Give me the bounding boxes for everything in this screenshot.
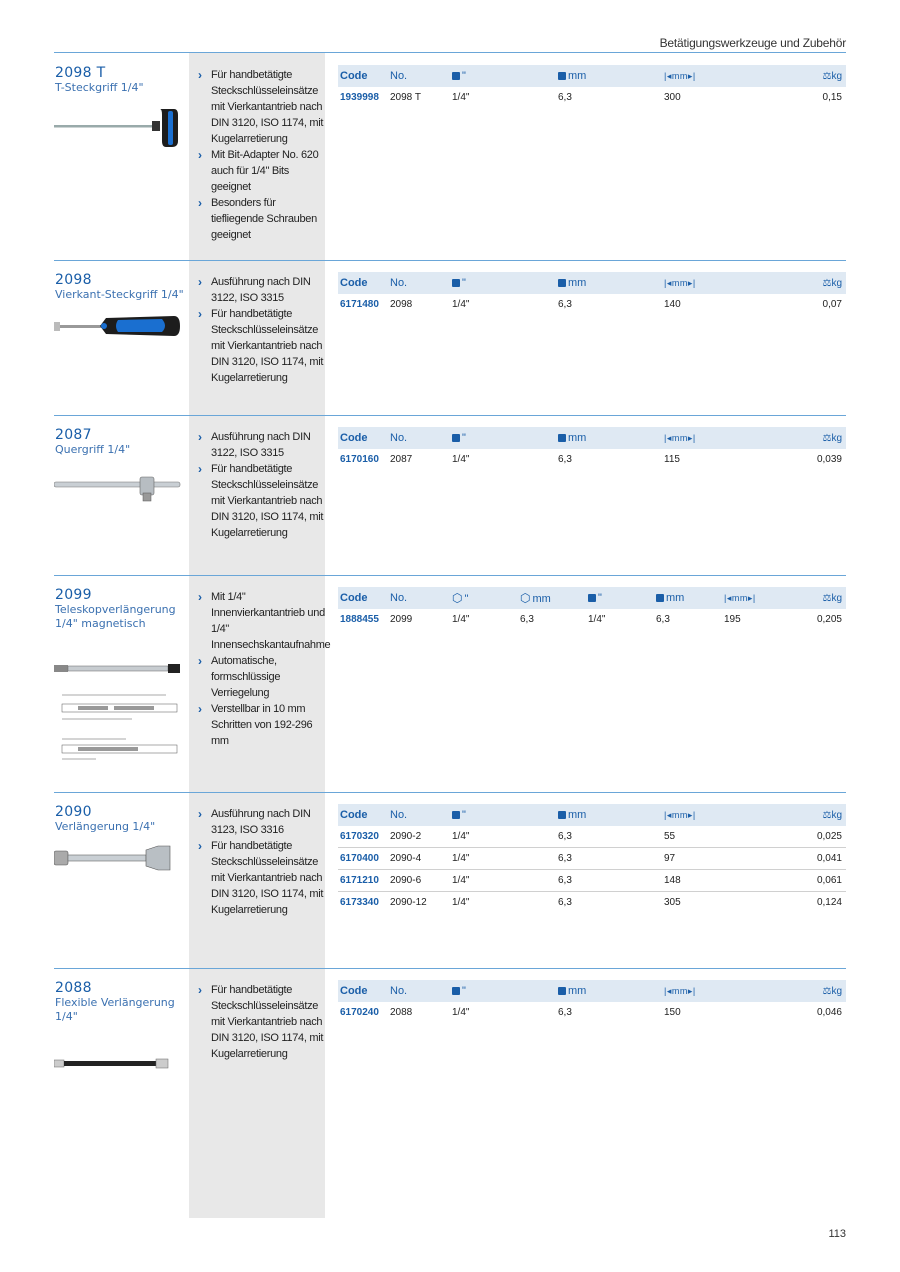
chevron-right-icon: › <box>198 307 202 321</box>
chevron-right-icon: › <box>198 68 202 82</box>
weight-icon: ⚖ <box>822 810 832 821</box>
product-title: 2088 <box>55 980 92 996</box>
feature-item: › Ausführung nach DIN 3123, ISO 3316 <box>198 807 311 836</box>
column-drive-mm-header: mm <box>654 587 722 609</box>
product-spec-table <box>338 65 846 108</box>
table-cell: 6,3 <box>556 826 662 848</box>
product-code: 6170160 <box>340 454 379 465</box>
table-cell: 305 <box>664 897 681 908</box>
column-drive-mm-header: mm <box>556 272 662 294</box>
hex-socket-icon: ⬡ <box>452 591 463 605</box>
table-row <box>338 1002 846 1023</box>
product-spec-table <box>338 427 846 470</box>
chevron-right-icon: › <box>198 983 202 997</box>
product-section <box>54 53 846 260</box>
column-code-header: Code <box>338 65 388 87</box>
column-no-header: No. <box>388 65 450 87</box>
table-header-row <box>338 272 846 294</box>
table-cell: 0,15 <box>822 92 842 103</box>
column-length-header: |◂mm▸| <box>662 980 768 1002</box>
section-divider <box>54 575 846 576</box>
product-code: 1888455 <box>340 614 379 625</box>
product-illustration <box>54 103 184 158</box>
feature-list <box>198 589 331 749</box>
product-spec-table <box>338 804 846 913</box>
feature-list <box>198 429 326 541</box>
table-row <box>338 449 846 470</box>
product-code: 6170320 <box>338 826 388 848</box>
product-title: 2087 <box>55 427 92 443</box>
column-weight-header: ⚖kg <box>768 427 846 449</box>
chevron-right-icon: › <box>198 275 202 289</box>
product-section <box>54 968 846 1218</box>
product-title: 2098 <box>55 272 92 288</box>
table-cell: 0,041 <box>768 848 846 870</box>
table-cell: 6,3 <box>558 92 572 103</box>
product-number: 2090-4 <box>388 848 450 870</box>
length-icon: |◂ <box>664 278 672 288</box>
page-number: 113 <box>828 1228 846 1240</box>
square-drive-icon <box>558 72 566 80</box>
column-drive-inch-header: " <box>450 272 556 294</box>
table-cell: 195 <box>724 614 741 625</box>
column-no-header: No. <box>388 427 450 449</box>
column-code-header: Code <box>338 427 388 449</box>
table-header-row <box>338 65 846 87</box>
column-length-header: |◂mm▸| <box>722 587 790 609</box>
column-no-header: No. <box>388 272 450 294</box>
column-code-header: Code <box>338 980 388 1002</box>
square-drive-icon <box>588 594 596 602</box>
table-cell: 0,124 <box>816 897 842 908</box>
length-icon: |◂ <box>664 433 672 443</box>
chevron-right-icon: › <box>198 430 202 444</box>
square-drive-icon <box>452 987 460 995</box>
chevron-right-icon: › <box>198 702 202 716</box>
table-cell: 1/4" <box>450 870 556 892</box>
table-cell: 6,3 <box>558 897 572 908</box>
column-drive-inch-header: " <box>450 980 556 1002</box>
product-illustration <box>54 308 184 353</box>
square-drive-icon <box>452 811 460 819</box>
product-number: 2090-12 <box>390 897 427 908</box>
section-divider <box>54 792 846 793</box>
feature-item: › Für handbetätigte Steckschlüsseleinsätze mit Vierkantantrieb nach DIN 3120, ISO 1174, mit Kugelarretierung <box>198 462 324 539</box>
product-illustration <box>54 659 184 784</box>
column-length-header: |◂mm▸| <box>662 804 768 826</box>
square-drive-icon <box>558 279 566 287</box>
column-weight-header: ⚖kg <box>768 804 846 826</box>
square-drive-icon <box>656 594 664 602</box>
product-number: 2099 <box>390 614 413 625</box>
column-drive-inch-header: ⬡ " <box>450 587 518 609</box>
product-number: 2088 <box>390 1007 413 1018</box>
column-weight-header: ⚖kg <box>768 980 846 1002</box>
table-cell: 1/4" <box>452 1007 470 1018</box>
table-row <box>338 826 846 848</box>
product-subtitle: Vierkant-Steckgriff 1/4" <box>55 288 184 301</box>
product-subtitle: Quergriff 1/4" <box>55 443 131 456</box>
column-length-header: |◂mm▸| <box>662 65 768 87</box>
table-cell: 0,07 <box>822 299 842 310</box>
table-row <box>338 609 846 630</box>
feature-list <box>198 806 326 918</box>
product-illustration <box>54 1048 184 1083</box>
feature-item: › Ausführung nach DIN 3122, ISO 3315 <box>198 430 311 459</box>
table-cell: 0,205 <box>816 614 842 625</box>
feature-list <box>198 982 326 1062</box>
square-drive-icon <box>452 434 460 442</box>
length-icon: |◂ <box>724 593 732 603</box>
feature-item: › Für handbetätigte Steckschlüsseleinsätze mit Vierkantantrieb nach DIN 3120, ISO 1174, mit Kugelarretierung <box>198 983 324 1060</box>
product-section <box>54 260 846 415</box>
product-section <box>54 792 846 968</box>
product-section <box>54 415 846 575</box>
product-code: 6170240 <box>340 1007 379 1018</box>
table-cell: 0,039 <box>816 454 842 465</box>
column-drive-mm-header: mm <box>556 804 662 826</box>
square-drive-icon <box>558 434 566 442</box>
table-cell: 6,3 <box>558 1007 572 1018</box>
table-row <box>338 294 846 315</box>
table-cell: 6,3 <box>558 299 572 310</box>
product-subtitle: Teleskopverlängerung 1/4" magnetisch <box>55 603 176 630</box>
product-code: 6171480 <box>340 299 379 310</box>
product-number: 2090-6 <box>388 870 450 892</box>
table-header-row <box>338 587 846 609</box>
table-header-row <box>338 980 846 1002</box>
product-illustration <box>54 838 184 883</box>
feature-item: › Für handbetätigte Steckschlüsseleinsätze mit Vierkantantrieb nach DIN 3120, ISO 1174, mit Kugelarretierung <box>198 307 324 384</box>
feature-item: › Verstellbar in 10 mm Schritten von 192-296 mm <box>198 702 313 747</box>
column-code-header: Code <box>338 804 388 826</box>
table-cell: 140 <box>664 299 681 310</box>
feature-item: › Für handbetätigte Steckschlüsseleinsätze mit Vierkantantrieb nach DIN 3120, ISO 1174, mit Kugelarretierung <box>198 68 324 145</box>
chevron-right-icon: › <box>198 839 202 853</box>
feature-item: › Mit 1/4" Innenvierkantantrieb und 1/4" Innensechskantaufnahme <box>198 590 331 651</box>
column-drive-mm-header: mm <box>556 65 662 87</box>
table-cell: 1/4" <box>450 826 556 848</box>
table-cell: 1/4" <box>452 897 470 908</box>
feature-list <box>198 67 326 243</box>
square-drive-icon <box>558 811 566 819</box>
table-cell: 1/4" <box>588 614 606 625</box>
column-drive-mm-header: mm <box>556 427 662 449</box>
weight-icon: ⚖ <box>822 593 832 604</box>
chevron-right-icon: › <box>198 148 202 162</box>
column-length-header: |◂mm▸| <box>662 272 768 294</box>
table-cell: 115 <box>664 454 680 465</box>
chevron-right-icon: › <box>198 196 202 210</box>
section-divider <box>54 260 846 261</box>
column-drive-inch-header: " <box>450 427 556 449</box>
column-weight-header: ⚖kg <box>768 272 846 294</box>
weight-icon: ⚖ <box>822 433 832 444</box>
table-cell: 1/4" <box>452 92 470 103</box>
column-weight-header: ⚖kg <box>790 587 846 609</box>
table-row <box>338 87 846 108</box>
feature-item: › Für handbetätigte Steckschlüsseleinsätze mit Vierkantantrieb nach DIN 3120, ISO 1174, mit Kugelarretierung <box>198 839 324 916</box>
section-divider <box>54 415 846 416</box>
square-drive-icon <box>452 279 460 287</box>
product-illustration <box>54 465 184 510</box>
feature-list <box>198 274 326 386</box>
column-drive-inch-header: " <box>450 804 556 826</box>
product-spec-table <box>338 587 846 630</box>
product-title: 2098 T <box>55 65 106 81</box>
column-code-header: Code <box>338 272 388 294</box>
product-section <box>54 575 846 792</box>
chevron-right-icon: › <box>198 462 202 476</box>
table-cell: 6,3 <box>556 870 662 892</box>
product-code: 6173340 <box>340 897 379 908</box>
chevron-right-icon: › <box>198 590 202 604</box>
hex-socket-icon: ⬡ <box>520 591 531 605</box>
product-number: 2098 T <box>390 92 421 103</box>
column-drive-inch-header: " <box>450 65 556 87</box>
length-icon: |◂ <box>664 810 672 820</box>
product-title: 2099 <box>55 587 92 603</box>
weight-icon: ⚖ <box>822 986 832 997</box>
column-drive-mm-header: mm <box>556 980 662 1002</box>
table-row <box>338 870 846 892</box>
feature-item: › Automatische, formschlüssige Verriegelung <box>198 654 281 699</box>
table-row <box>338 892 846 914</box>
table-cell: 55 <box>662 826 768 848</box>
section-divider <box>54 968 846 969</box>
table-cell: 148 <box>662 870 768 892</box>
table-cell: 0,061 <box>768 870 846 892</box>
product-number: 2090-2 <box>388 826 450 848</box>
chevron-right-icon: › <box>198 654 202 668</box>
feature-item: › Mit Bit-Adapter No. 620 auch für 1/4" Bits geeignet <box>198 148 319 193</box>
table-cell: 6,3 <box>558 454 572 465</box>
product-code: 6170400 <box>338 848 388 870</box>
column-drive-inch-header: " <box>586 587 654 609</box>
column-weight-header: ⚖kg <box>768 65 846 87</box>
product-spec-table <box>338 980 846 1023</box>
table-cell: 6,3 <box>556 848 662 870</box>
column-drive-mm-header: ⬡ mm <box>518 587 586 609</box>
chevron-right-icon: › <box>198 807 202 821</box>
product-number: 2087 <box>390 454 413 465</box>
feature-item: › Ausführung nach DIN 3122, ISO 3315 <box>198 275 311 304</box>
table-header-row <box>338 804 846 826</box>
weight-icon: ⚖ <box>822 278 832 289</box>
page-category-title: Betätigungswerkzeuge und Zubehör <box>659 36 846 50</box>
table-cell: 300 <box>664 92 681 103</box>
table-cell: 0,025 <box>768 826 846 848</box>
table-row <box>338 848 846 870</box>
table-header-row <box>338 427 846 449</box>
column-code-header: Code <box>338 587 388 609</box>
feature-item: › Besonders für tiefliegende Schrauben geeignet <box>198 196 317 241</box>
table-cell: 1/4" <box>452 614 470 625</box>
product-code: 1939998 <box>340 92 379 103</box>
table-cell: 1/4" <box>452 454 470 465</box>
product-title: 2090 <box>55 804 92 820</box>
table-cell: 1/4" <box>450 848 556 870</box>
table-cell: 1/4" <box>452 299 470 310</box>
column-length-header: |◂mm▸| <box>662 427 768 449</box>
length-icon: |◂ <box>664 71 672 81</box>
square-drive-icon <box>558 987 566 995</box>
product-subtitle: T-Steckgriff 1/4" <box>55 81 144 94</box>
product-code: 6171210 <box>338 870 388 892</box>
table-cell: 6,3 <box>520 614 534 625</box>
product-subtitle: Verlängerung 1/4" <box>55 820 156 833</box>
product-subtitle: Flexible Verlängerung 1/4" <box>55 996 175 1023</box>
length-icon: |◂ <box>664 986 672 996</box>
table-cell: 0,046 <box>816 1007 842 1018</box>
table-cell: 97 <box>662 848 768 870</box>
column-no-header: No. <box>388 804 450 826</box>
weight-icon: ⚖ <box>822 71 832 82</box>
table-cell: 6,3 <box>656 614 670 625</box>
column-no-header: No. <box>388 587 450 609</box>
square-drive-icon <box>452 72 460 80</box>
column-no-header: No. <box>388 980 450 1002</box>
product-spec-table <box>338 272 846 315</box>
table-cell: 150 <box>664 1007 681 1018</box>
product-number: 2098 <box>390 299 413 310</box>
